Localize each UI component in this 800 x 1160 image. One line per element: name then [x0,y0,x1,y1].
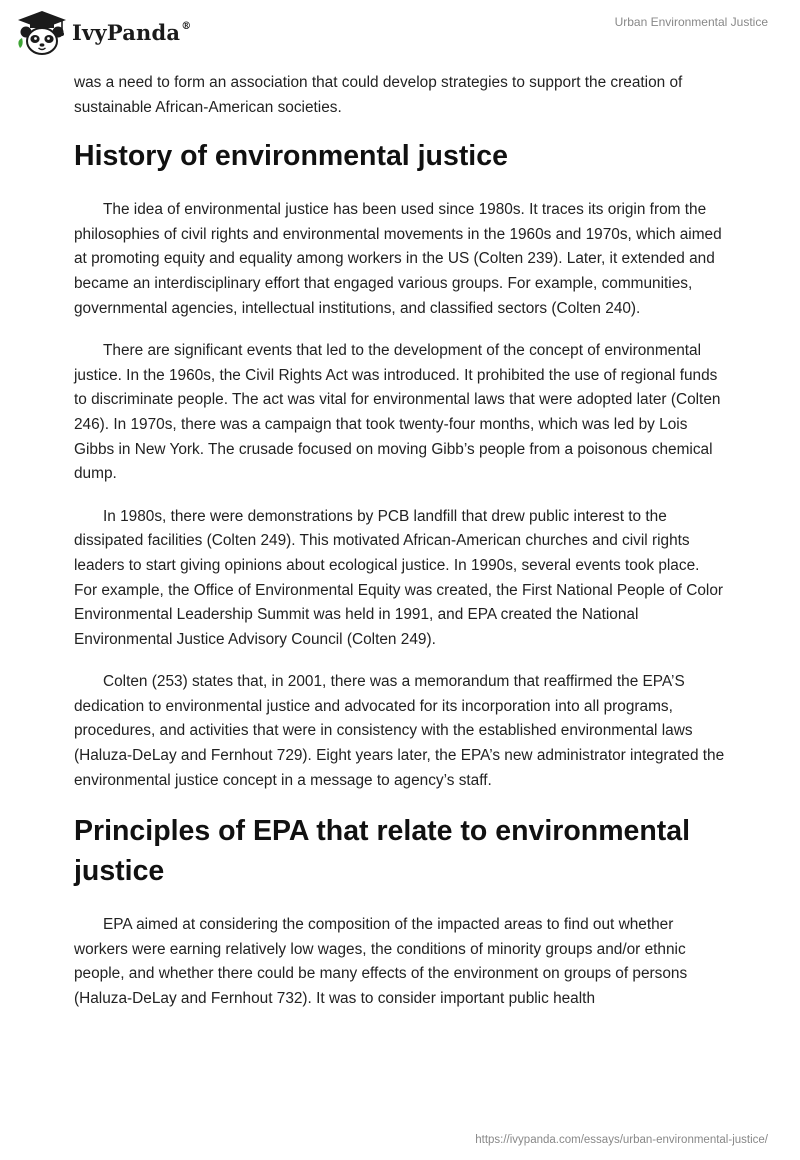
history-paragraph-1: The idea of environmental justice has been used since 1980s. It traces its origin from the philosophies of civil rights and environmental movements in the 1960s and 1970s, which aimed at promoting equity and equality among workers in the US (Colten 239). Later, it extended and became an interdisciplinary effort that engaged various groups. For example, communities, governmental agencies, intellectual institutions, and classified sectors (Colten 240). [74,201,722,317]
section-heading-history: History of environmental justice [74,140,508,173]
history-paragraph-2: There are significant events that led to the development of the concept of environmental justice. In the 1960s, the Civil Rights Act was introduced. It prohibited the use of regional funds to discriminate people. The act was vital for environmental laws that were adopted later (Colten 246). In 1970s, there was a campaign that took twenty-four months, which was led by Lois Gibbs in New York. The crusade focused on moving Gibb’s people from a poisonous chemical dump. [74,342,721,483]
intro-continuation-paragraph: was a need to form an association that could develop strategies to support the creation of sustainable African-American societies. [74,74,683,116]
source-url[interactable]: https://ivypanda.com/essays/urban-environmental-justice/ [475,1134,768,1146]
principles-paragraph-1: EPA aimed at considering the composition of the impacted areas to find out whether workers were earning relatively low wages, the conditions of minority groups and/or ethnic people, and whether there could be many effects of the environment on groups of persons (Haluza-DeLay and Fernhout 732). It was to consider important public health [74,916,688,1008]
registered-mark: ® [181,20,192,32]
history-paragraph-3: In 1980s, there were demonstrations by PCB landfill that drew public interest to the dissipated facilities (Colten 249). This motivated African-American churches and civil rights leaders to start giving opinions about ecological justice. In 1990s, several events took place. For example, the Office of Environmental Equity was created, the First National People of Color Environmental Leadership Summit was held in 1991, and EPA created the National Environmental Justice Advisory Council (Colten 249). [74,507,723,648]
document-title: Urban Environmental Justice [614,15,768,29]
ivypanda-logo[interactable] [14,8,191,56]
essay-body [74,71,726,1030]
brand-name: IvyPanda® [72,19,192,45]
page-header [0,0,800,60]
history-paragraph-4: Colten (253) states that, in 2001, there was a memorandum that reaffirmed the EPA’S dedication to environmental justice and advocated for its incorporation into all programs, procedures, and activities that were in consistency with the established environmental laws (Haluza-DeLay and Fernhout 729). Eight years later, the EPA’s new administrator integrated the environmental justice concept in a message to agency’s staff. [74,673,725,789]
panda-graduate-icon [14,8,68,56]
section-heading-principles: Principles of EPA that relate to environmental justice [74,815,691,888]
